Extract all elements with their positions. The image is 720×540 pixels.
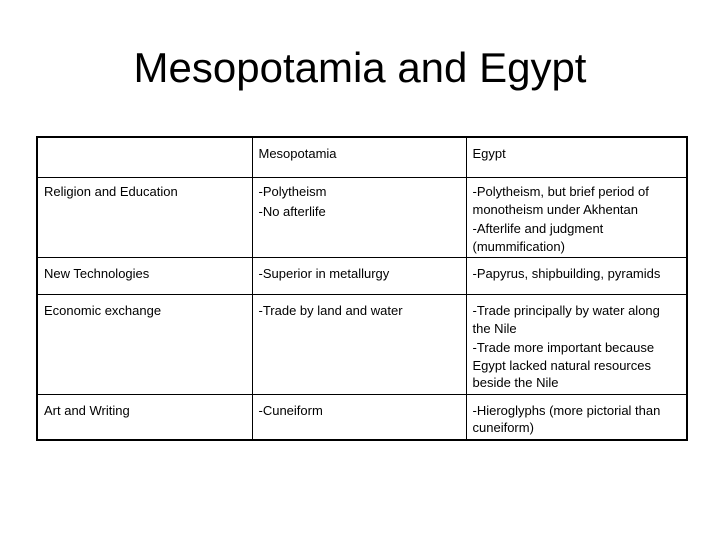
header-cell-mesopotamia: Mesopotamia: [252, 137, 466, 178]
cell-line: -Afterlife and judgment (mummification): [472, 221, 604, 254]
cell-line: -Trade more important because Egypt lacked natural resources beside the Nile: [472, 340, 655, 390]
cell-line: -No afterlife: [258, 203, 326, 219]
cell-line: -Papyrus, shipbuilding, pyramids: [472, 266, 661, 281]
row-label: Art and Writing: [37, 394, 252, 440]
cell-line: -Trade principally by water along the Nile: [472, 303, 660, 336]
table-header-row: [37, 137, 687, 178]
mesopotamia-cell: [252, 258, 466, 295]
comparison-table: [36, 136, 688, 441]
cell-line: -Trade by land and water: [258, 303, 403, 318]
egypt-cell: [466, 178, 687, 258]
cell-line: -Polytheism: [258, 184, 327, 199]
slide-title: Mesopotamia and Egypt: [133, 44, 587, 91]
table-row: [37, 394, 687, 440]
mesopotamia-cell: [252, 295, 466, 395]
row-label: Economic exchange: [37, 295, 252, 395]
cell-line: -Polytheism, but brief period of monotheism under Akhentan: [472, 184, 649, 217]
row-label: New Technologies: [37, 258, 252, 295]
cell-line: -Hieroglyphs (more pictorial than cuneiform): [472, 402, 661, 435]
egypt-cell: [466, 258, 687, 295]
header-cell-egypt: Egypt: [466, 137, 687, 178]
mesopotamia-cell: [252, 394, 466, 440]
table-row: [37, 178, 687, 258]
header-cell-empty: [37, 137, 252, 178]
egypt-cell: [466, 295, 687, 395]
egypt-cell: [466, 394, 687, 440]
cell-line: -Cuneiform: [258, 402, 323, 418]
cell-line: -Superior in metallurgy: [258, 266, 390, 281]
table-row: [37, 258, 687, 295]
mesopotamia-cell: [252, 178, 466, 258]
table-row: [37, 295, 687, 395]
row-label: Religion and Education: [37, 178, 252, 258]
